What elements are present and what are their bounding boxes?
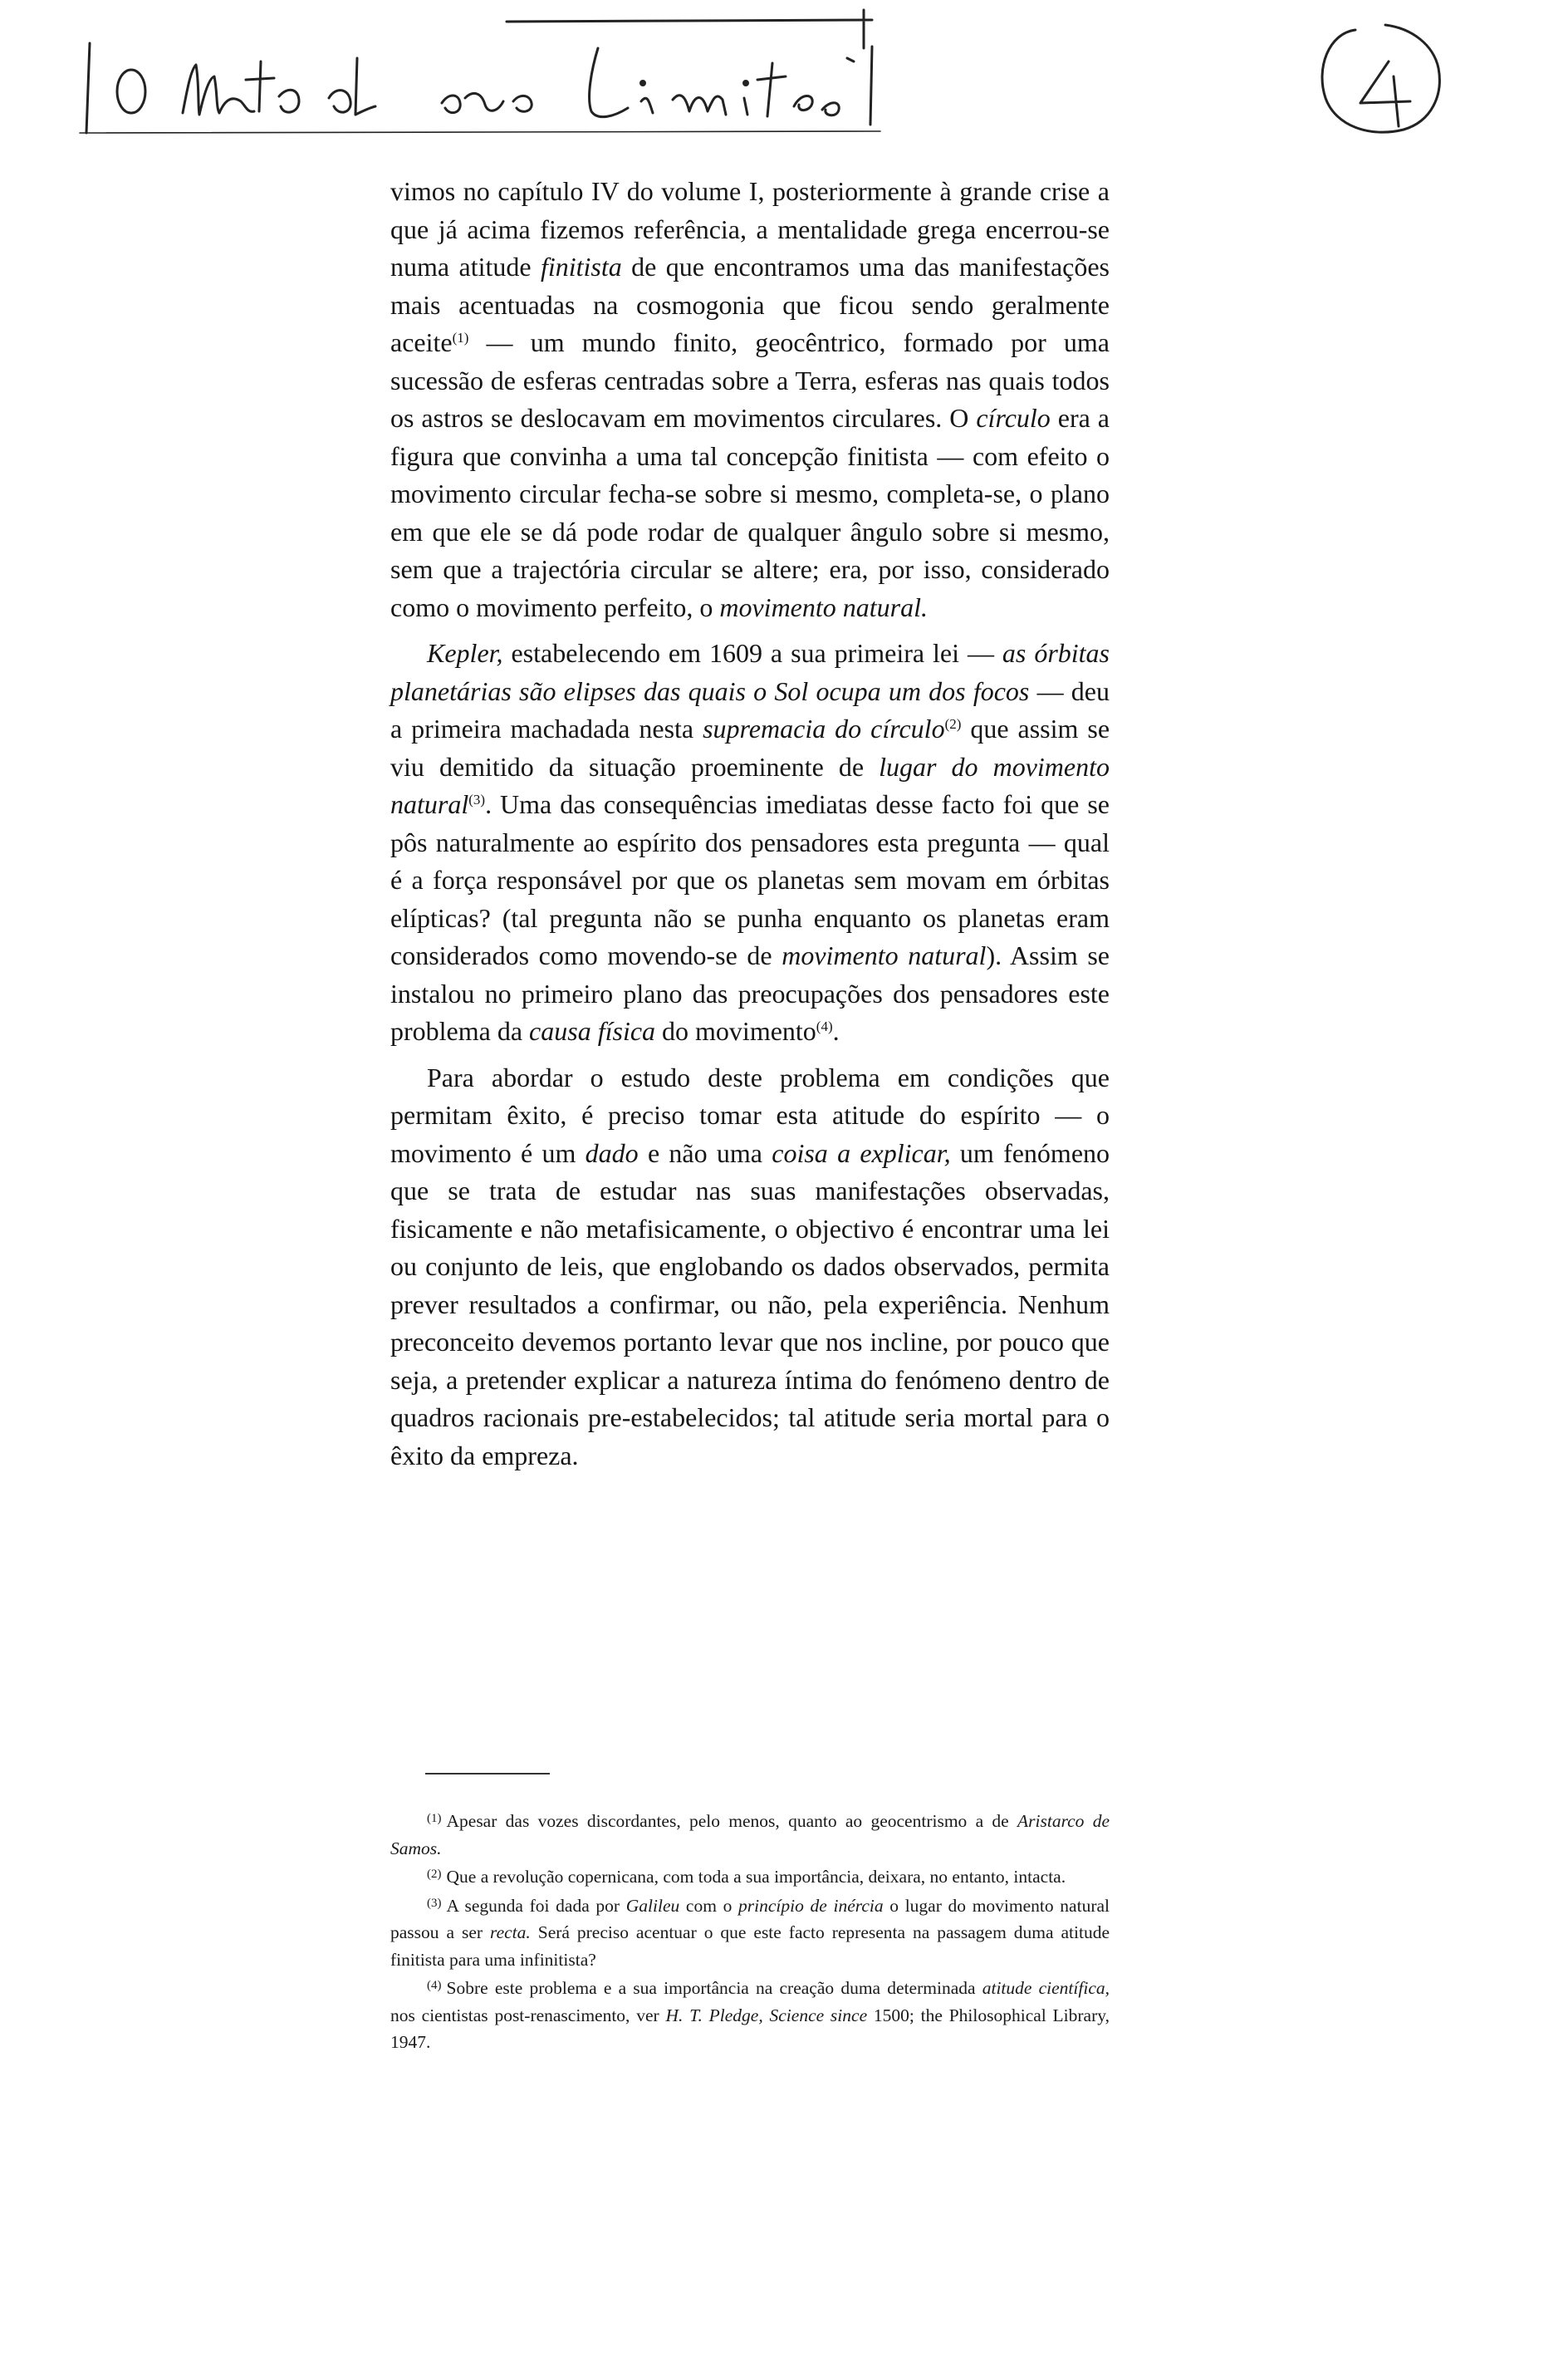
paragraph: vimos no capítulo IV do volume I, posteriormente à grande crise a que já acima fizemos referência, a mentalidade grega encerrou-se numa atitude finitista de que encontramos uma das manifestações mais acentuadas na cosmogonia que ficou sendo geralmente aceite$^{(1)}$ — um mundo finito, geocêntrico, formado por uma sucessão de esferas centradas sobre a Terra, esferas nas quais todos os astros se deslocavam em movimentos circulares. O círculo era a figura que convinha a uma tal concepção finitista — com efeito o movimento circular fecha-se sobre si mesmo, completa-se, o plano em que ele se dá pode rodar de qualquer ângulo sobre si mesmo, sem que a trajectória circular se altere; era, por isso, considerado como o movimento perfeito, o movimento natural. [390,176,1110,622]
footnote: $^{(2)}$ Que a revolução copernicana, com toda a sua importância, deixara, no entanto, intacta. [427,1867,1066,1887]
footnote-divider [425,1773,550,1774]
main-text [390,173,1110,1475]
footnote: $^{(3)}$ A segunda foi dada por Galileu com o princípio de inércia o lugar do movimento natural passou a ser recta. Será preciso acentuar o que este facto representa na passagem duma atitude finitista para uma infinitista? [390,1895,1110,1970]
footnote: $^{(1)}$ Apesar das vozes discordantes, pelo menos, quanto ao geocentrismo a de Aristarco de Samos. [390,1811,1110,1858]
handwritten-annotation [0,0,1568,166]
paragraph: Kepler, estabelecendo em 1609 a sua primeira lei — as órbitas planetárias são elipses das quais o Sol ocupa um dos focos — deu a primeira machadada nesta supremacia do círculo$^{(2)}$ que assim se viu demitido da situação proeminente de lugar do movimento natural$^{(3)}$. Uma das consequências imediatas desse facto foi que se pôs naturalmente ao espírito dos pensadores esta pregunta — qual é a força responsável por que os planetas sem movam em órbitas elípticas? (tal pregunta não se punha enquanto os planetas eram considerados como movendo-se de movimento natural). Assim se instalou no primeiro plano das preocupações dos pensadores este problema da causa física do movimento$^{(4)}$. [390,638,1110,1046]
footnotes [390,1808,1110,2058]
paragraph: Para abordar o estudo deste problema em condições que permitam êxito, é preciso tomar esta atitude do espírito — o movimento é um dado e não uma coisa a explicar, um fenómeno que se trata de estudar nas suas manifestações observadas, fisicamente e não metafisicamente, o objectivo é encontrar uma lei ou conjunto de leis, que englobando os dados observados, permita prever resultados a confirmar, ou não, pela experiência. Nenhum preconceito devemos portanto levar que nos incline, por pouco que seja, a pretender explicar a natureza íntima do fenómeno dentro de quadros racionais pre-estabelecidos; tal atitude seria mortal para o êxito da empreza. [390,1062,1110,1470]
footnote: $^{(4)}$ Sobre este problema e a sua importância na creação duma determinada atitude científica, nos cientistas post-renascimento, ver H. T. Pledge, Science since 1500; the Philosophical Library, 1947. [390,1978,1110,2052]
